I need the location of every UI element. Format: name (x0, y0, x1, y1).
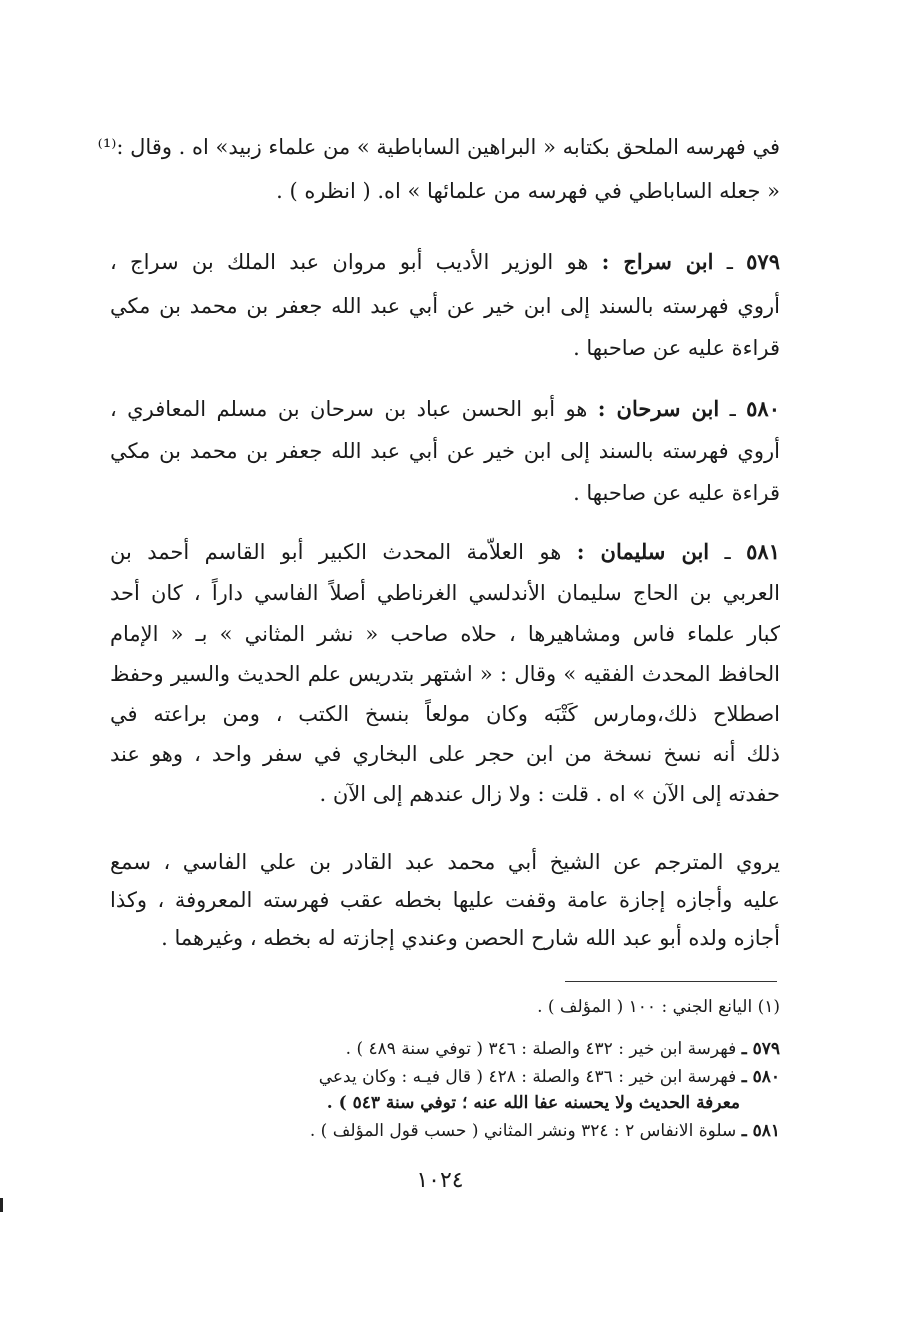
entry-first-line: ٥٨١ ـ ابن سليمان : هو العلاّمة المحدث الكبير أبو القاسم أحمد بن (110, 539, 780, 564)
entry-line: أروي فهرسته بالسند إلى ابن خير عن أبي عبد الله جعفر بن محمد بن مكي (110, 439, 780, 463)
intro-line-1: في فهرسه الملحق بكتابه « البراهين الساباطية » من علماء زبيد» اه . وقال :⁽¹⁾ (97, 135, 780, 159)
entry-line: كبار علماء فاس ومشاهيرها ، حلاه صاحب « نشر المثاني » بـ « الإمام (110, 622, 780, 646)
footnote (110, 1036, 780, 1062)
footnote-continuation (110, 1090, 780, 1116)
closing-line: عليه وأجازه إجازة عامة وقفت عليها بخطه عقب فهرسته المعروفة ، وكذا (110, 888, 780, 912)
footnote-text: فهرسة ابن خير : ٤٣٢ والصلة : ٣٤٦ ( توفي سنة ٤٨٩ ) . (345, 1039, 737, 1059)
entry-line: ذلك أنه نسخ نسخة من ابن حجر على البخاري في سفر واحد ، وهو عند (110, 742, 780, 766)
entry-line: قراءة عليه عن صاحبها . (573, 336, 780, 360)
footnote-text: اليانع الجني : ١٠٠ ( المؤلف ) . (537, 997, 753, 1017)
entry-line: اصطلاح ذلك،ومارس كَتْبَه وكان مولعاً بنسخ الكتب ، ومن براعته في (110, 702, 780, 726)
entry-text: هو الوزير الأديب أبو مروان عبد الملك بن سراج ، (110, 250, 589, 274)
entry-name: ابن سليمان : (576, 539, 710, 564)
scan-edge-mark (0, 1198, 3, 1212)
footnote (110, 1064, 780, 1090)
footnote-mark: ٥٨٠ ـ (741, 1067, 780, 1087)
page-number: ١٠٢٤ (416, 1168, 464, 1193)
entry-name: ابن سرحان : (597, 396, 720, 421)
footnote-text: فهرسة ابن خير : ٤٣٦ والصلة : ٤٢٨ ( قال فيـه : وكان يدعي (318, 1067, 737, 1087)
footnote (110, 994, 780, 1020)
entry-first-line: ٥٧٩ ـ ابن سراج : هو الوزير الأديب أبو مروان عبد الملك بن سراج ، (110, 249, 780, 274)
entry-number: ٥٨١ (746, 539, 780, 564)
entry-name: ابن سراج : (601, 249, 714, 274)
footnote-separator (565, 981, 777, 982)
entry-text: هو العلاّمة المحدث الكبير أبو القاسم أحمد بن (110, 540, 562, 564)
footnote (110, 1118, 780, 1144)
entry-line: الحافظ المحدث الفقيه » وقال : « اشتهر بتدريس علم الحديث والسير وحفظ (110, 662, 780, 686)
entry-line: العربي بن الحاج سليمان الأندلسي الغرناطي أصلاً الفاسي داراً ، كان أحد (110, 581, 780, 605)
intro-line-2: « جعله الساباطي في فهرسه من علمائها » اه. ( انظره ) . (276, 179, 780, 203)
entry-number: ٥٧٩ (746, 249, 780, 274)
entry-text: هو أبو الحسن عباد بن سرحان بن مسلم المعافري ، (110, 397, 588, 421)
closing-line: أجازه ولده أبو عبد الله شارح الحصن وعندي إجازته له بخطه ، وغيرهما . (161, 926, 780, 950)
entry-first-line: ٥٨٠ ـ ابن سرحان : هو أبو الحسن عباد بن سرحان بن مسلم المعافري ، (110, 396, 780, 421)
entry-number: ٥٨٠ (746, 396, 780, 421)
footnote-mark: ٥٨١ ـ (741, 1121, 780, 1141)
entry-line: أروي فهرسته بالسند إلى ابن خير عن أبي عبد الله جعفر بن محمد بن مكي (110, 294, 780, 318)
footnote-mark: ٥٧٩ ـ (741, 1039, 780, 1059)
entry-line: حفدته إلى الآن » اه . قلت : ولا زال عندهم إلى الآن . (319, 782, 780, 806)
footnote-mark: (١) (757, 997, 780, 1017)
closing-line: يروي المترجم عن الشيخ أبي محمد عبد القادر بن علي الفاسي ، سمع (110, 850, 780, 874)
footnote-text: معرفة الحديث ولا يحسنه عفا الله عنه ؛ توفي سنة ٥٤٣ ) . (326, 1093, 740, 1113)
entry-line: قراءة عليه عن صاحبها . (573, 481, 780, 505)
footnote-text: سلوة الانفاس ٢ : ٣٢٤ ونشر المثاني ( حسب قول المؤلف ) . (309, 1121, 737, 1141)
